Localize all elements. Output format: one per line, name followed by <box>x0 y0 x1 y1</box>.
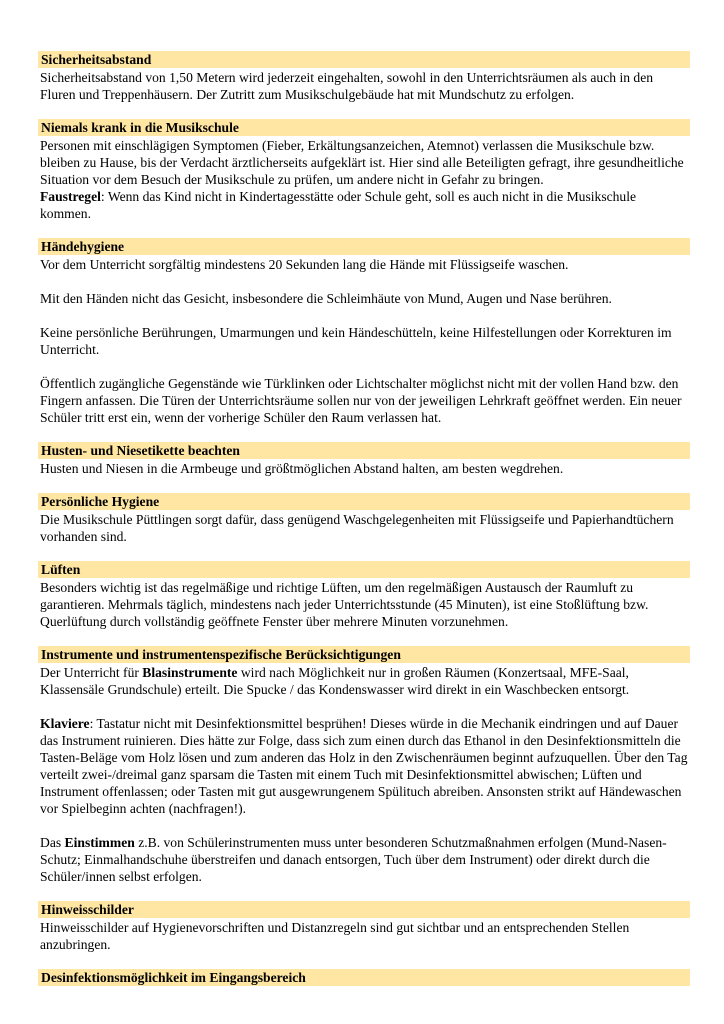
section-heading: Sicherheitsabstand <box>38 51 690 68</box>
section-paragraph <box>38 137 690 222</box>
section-paragraph: Husten und Niesen in die Armbeuge und größtmöglichen Abstand halten, am besten wegdrehen. <box>40 461 564 476</box>
section-paragraph: Öffentlich zugängliche Gegenstände wie Türklinken oder Lichtschalter möglichst nicht mit der vollen Hand bzw. den Fingern anfassen. Die Türen der Unterrichtsräume sollen nur von der jeweiligen Lehrkraft geöffnet werden. Ein neuer Schüler tritt erst ein, wenn der vorherige Schüler den Raum verlassen hat. <box>40 376 682 425</box>
section-heading: Hinweisschilder <box>38 901 690 918</box>
paragraph-text: : Tastatur nicht mit Desinfektionsmittel besprühen! Dieses würde in die Mechanik eindringen und auf Dauer das Instrument ruinieren. Dies hätte zur Folge, dass sich zum einen durch das Ethanol in den Desinfektionsmitteln die Tasten-Beläge vom Holz lösen und zum anderen das Holz in den Zwischenräumen beginnt aufzuquellen. Über den Tag verteilt zwei-/dreimal ganz sparsam die Tasten mit einem Tuch mit Desinfektionsmittel abwischen; Lüften und Instrument offenlassen; oder Tasten mit gut ausgewrungenem Spülituch abreiben. Ansonsten strikt auf Händewaschen vor Spielbeginn achten (nachfragen!). <box>40 716 688 816</box>
section-paragraph: Mit den Händen nicht das Gesicht, insbesondere die Schleimhäute von Mund, Augen und Nase berühren. <box>40 291 612 306</box>
section-haendehygiene <box>38 238 690 426</box>
section-heading: Persönliche Hygiene <box>38 493 690 510</box>
section-paragraph <box>38 664 690 698</box>
section-husten-niesetikette <box>38 442 690 477</box>
section-heading: Niemals krank in die Musikschule <box>38 119 690 136</box>
paragraph-text: : Wenn das Kind nicht in Kindertagesstätte oder Schule geht, soll es auch nicht in die Musikschule kommen. <box>40 189 637 221</box>
document-page <box>38 51 690 1002</box>
einstimmen-label: Einstimmen <box>64 835 135 850</box>
blasinstrumente-label: Blasinstrumente <box>142 665 238 680</box>
paragraph-text: Personen mit einschlägigen Symptomen (Fieber, Erkältungsanzeichen, Atemnot) verlassen die Musikschule bzw. bleiben zu Hause, bis der Verdacht ärztlicherseits aufgeklärt ist. Hier sind alle Beteiligten gefragt, ihre gesundheitliche Situation vor dem Besuch der Musikschule zu prüfen, um andere nicht in Gefahr zu bringen. <box>40 138 684 187</box>
section-heading: Instrumente und instrumentenspezifische Berücksichtigungen <box>38 646 690 663</box>
section-paragraph: Vor dem Unterricht sorgfältig mindestens 20 Sekunden lang die Hände mit Flüssigseife waschen. <box>40 257 569 272</box>
section-hinweisschilder <box>38 901 690 953</box>
section-sicherheitsabstand <box>38 51 690 103</box>
section-instrumente <box>38 646 690 885</box>
section-niemals-krank <box>38 119 690 222</box>
paragraph-text: wird nach Möglichkeit nur in großen Räumen (Konzertsaal, MFE-Saal, Klassensäle Grundschule) erteilt. Die Spucke / das Kondenswasser wird direkt in ein Waschbecken entsorgt. <box>40 665 630 697</box>
section-heading: Lüften <box>38 561 690 578</box>
section-paragraph: Besonders wichtig ist das regelmäßige und richtige Lüften, um den regelmäßigen Austausch der Raumluft zu garantieren. Mehrmals täglich, mindestens nach jeder Unterrichtsstunde (45 Minuten), ist eine Stoßlüftung bzw. Querlüftung durch vollständig geöffnete Fenster über mehrere Minuten vorzunehmen. <box>40 580 649 629</box>
faustregel-label: Faustregel <box>40 189 101 204</box>
paragraph-text: z.B. von Schülerinstrumenten muss unter besonderen Schutzmaßnahmen erfolgen (Mund-Nasen-Schutz; Einmalhandschuhe überstreifen und danach entsorgen, Tuch über dem Instrument) oder direkt durch die Schüler/innen selbst erfolgen. <box>40 835 667 884</box>
section-persoenliche-hygiene <box>38 493 690 545</box>
section-paragraph: Sicherheitsabstand von 1,50 Metern wird jederzeit eingehalten, sowohl in den Unterrichtsräumen als auch in den Fluren und Treppenhäusern. Der Zutritt zum Musikschulgebäude hat mit Mundschutz zu erfolgen. <box>40 70 654 102</box>
paragraph-text: Der Unterricht für <box>40 665 143 680</box>
section-paragraph: Die Musikschule Püttlingen sorgt dafür, dass genügend Waschgelegenheiten mit Flüssigseife und Papierhandtüchern vorhanden sind. <box>40 512 674 544</box>
section-heading: Husten- und Niesetikette beachten <box>38 442 690 459</box>
section-desinfektion <box>38 969 690 986</box>
paragraph-text: Das <box>40 835 65 850</box>
section-lueften <box>38 561 690 630</box>
section-heading: Desinfektionsmöglichkeit im Eingangsbereich <box>38 969 690 986</box>
section-paragraph: Keine persönliche Berührungen, Umarmungen und kein Händeschütteln, keine Hilfestellungen oder Korrekturen im Unterricht. <box>40 325 672 357</box>
section-paragraph: Hinweisschilder auf Hygienevorschriften und Distanzregeln sind gut sichtbar und an entsprechenden Stellen anzubringen. <box>40 920 630 952</box>
section-paragraph <box>38 715 690 817</box>
klaviere-label: Klaviere <box>40 716 90 731</box>
section-heading: Händehygiene <box>38 238 690 255</box>
section-paragraph <box>38 834 690 885</box>
